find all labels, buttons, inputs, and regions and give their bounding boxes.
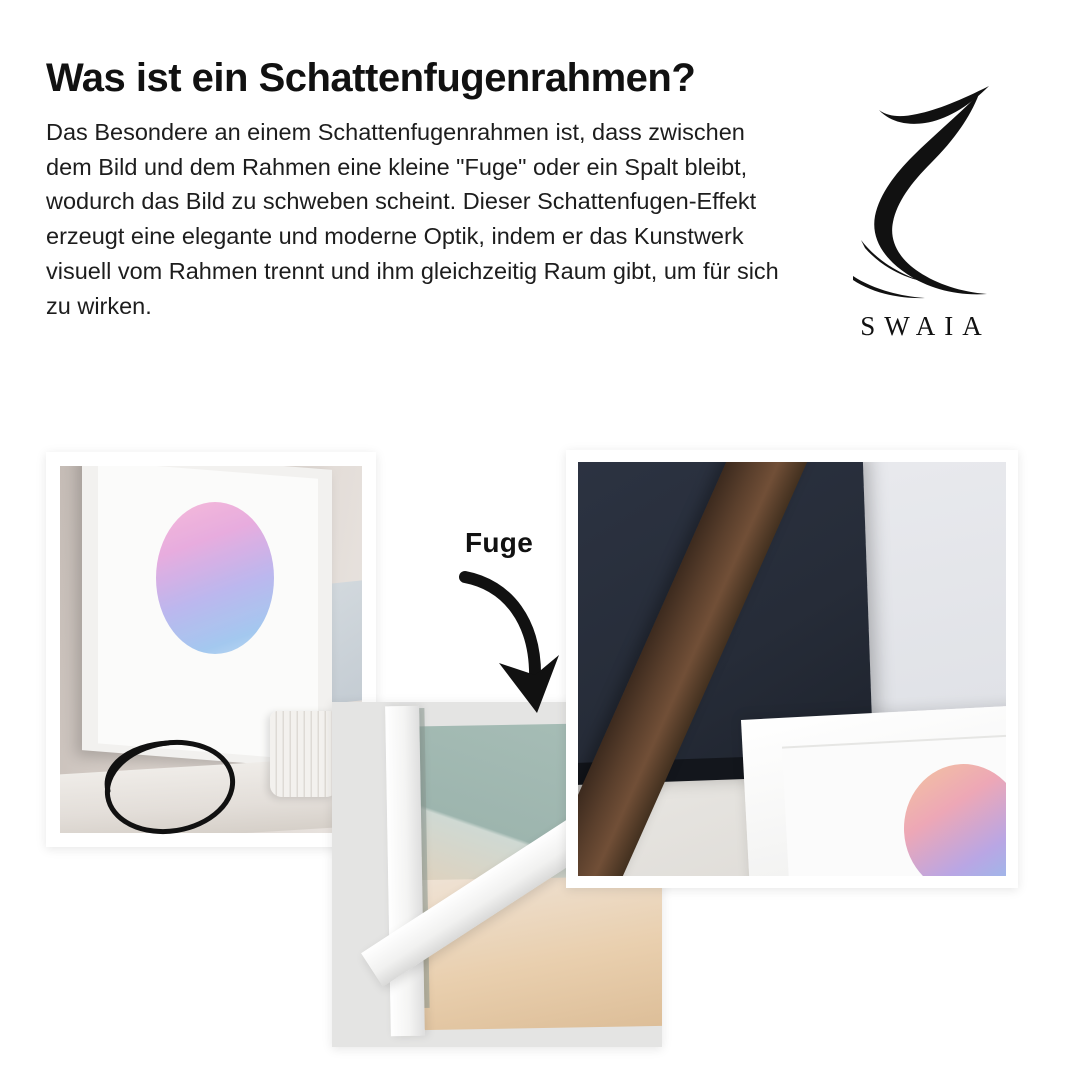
curved-arrow-down-icon — [455, 563, 585, 753]
body-paragraph: Das Besondere an einem Schattenfugenrahmen ist, dass zwischen dem Bild und dem Rahmen eine kleine "Fuge" oder ein Spalt bleibt, wodurch das Bild zu schweben scheint. Dieser Schattenfugen-Effekt erzeugt eine elegante und moderne Optik, indem er das Kunstwerk visuell vom Rahmen trennt und ihm gleichzeitig Raum gibt, um für sich zu wirken. — [46, 118, 779, 319]
brand-logo — [826, 80, 1016, 342]
brand-wordmark: SWAIA — [860, 311, 991, 341]
page-title: Was ist ein Schattenfugenrahmen? — [46, 56, 696, 100]
swaia-s-logo-icon — [826, 80, 1016, 305]
header-block — [46, 56, 806, 323]
photo-white-frame-on-sill — [46, 452, 376, 847]
photo-collage — [0, 430, 1080, 1050]
annotation-fuge — [455, 527, 635, 747]
annotation-label: Fuge — [465, 527, 534, 558]
